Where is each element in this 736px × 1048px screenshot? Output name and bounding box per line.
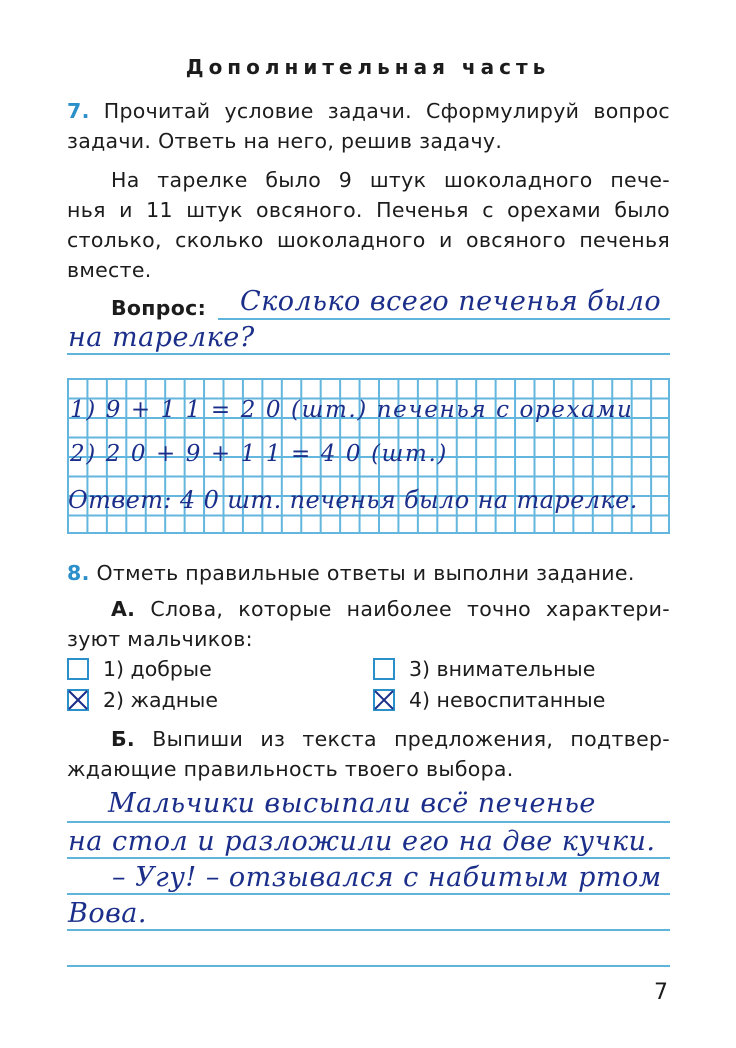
task7-instruction-text: Прочитай условие задачи. Сформулируй вопрос [103,99,670,123]
task8-number: 8. [67,561,90,585]
option-1-checkbox[interactable] [67,658,89,680]
answer-rule-4 [67,929,670,931]
option-4-checkbox[interactable] [373,689,395,711]
answer-rule-2 [67,857,670,859]
task7-instruction-line1 [67,96,670,126]
question-rule-1 [218,318,670,320]
problem-line4: вместе. [67,258,152,282]
section-title: Дополнительная часть [185,55,551,79]
question-rule-2 [67,353,670,355]
problem-line2: нья и 11 штук овсяного. Печенья с орехами было [67,198,670,222]
answer-rule-3 [67,893,670,895]
answer-rule-1 [67,821,670,823]
option-1-label: 1) добрые [103,657,212,681]
check-cross-icon [67,689,89,711]
answer-line3: – Угу! – отзывался с набитым ртом [112,862,662,893]
answer-line2: на стол и разложили его на две кучки. [68,826,656,857]
answer-rule-5 [67,965,670,967]
option-2-label: 2) жадные [103,688,218,712]
task7-number: 7. [67,99,90,123]
problem-line3: столько, сколько шоколадного и овсяного печенья [67,228,670,252]
question-answer-line2: на тарелке? [68,322,255,353]
task8-instruction-text: Отметь правильные ответы и выполни задание. [96,561,635,585]
partA-line2: зуют мальчиков: [67,627,253,651]
partB-label: Б. [111,727,136,751]
question-answer-line1: Сколько всего печенья было [240,286,662,317]
task8-partA [67,594,670,654]
partA-label: А. [111,597,136,621]
problem-line1: На тарелке было 9 штук шоколадного пече- [111,168,670,192]
solution-line2: 2) 2 0 + 9 + 1 1 = 4 0 (шт.) [70,441,448,467]
partA-line1-text: Слова, которые наиболее точно характери- [150,597,670,621]
task8-partB [67,724,670,784]
answer-line4: Вова. [68,898,147,929]
task7-instruction [67,96,670,156]
check-cross-icon [373,689,395,711]
partB-line1 [67,724,670,754]
solution-line1: 1) 9 + 1 1 = 2 0 (шт.) печенья с орехами [70,397,634,423]
task7-instruction-line2: задачи. Ответь на него, решив задачу. [67,129,503,153]
answer-line1: Мальчики высыпали всё печенье [108,788,596,819]
option-3-checkbox[interactable] [373,658,395,680]
partB-line1-text: Выпиши из текста предложения, подтвер- [152,727,670,751]
option-2-checkbox[interactable] [67,689,89,711]
page-number: 7 [654,980,668,1005]
option-4-label: 4) невоспитанные [409,688,606,712]
option-3-label: 3) внимательные [409,657,596,681]
solution-line3: Ответ: 4 0 шт. печенья было на тарелке. [68,486,638,514]
partB-line2: ждающие правильность твоего выбора. [67,757,514,781]
task7-problem [67,165,670,285]
partA-line1 [67,594,670,624]
question-label: Вопрос: [111,296,207,320]
task8-instruction [67,558,635,588]
